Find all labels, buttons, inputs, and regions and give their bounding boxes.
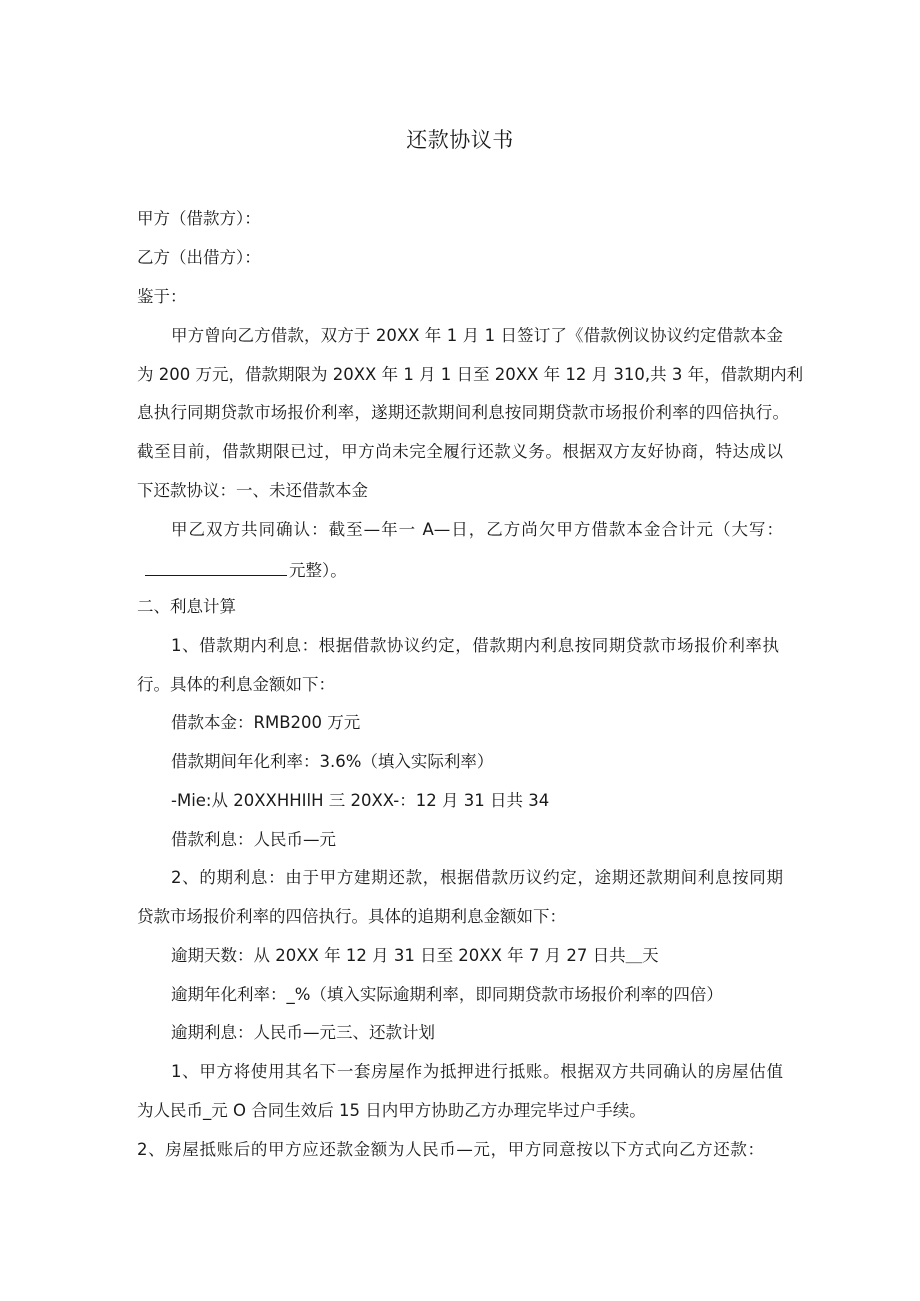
- paragraph-line: 截至目前，借款期限已过，甲方尚未完全履行还款义务。根据双方友好协商，特达成以: [137, 442, 783, 461]
- detail-line: 逾期利息：人民币—元三、还款计划: [171, 1023, 435, 1042]
- paragraph-line: 1、借款期内利息：根据借款协议约定，借款期内利息按同期贷款市场报价利率执: [171, 636, 779, 655]
- paragraph-line: 贷款市场报价利率的四倍执行。具体的追期利息金额如下：: [137, 907, 566, 926]
- paragraph-line: 1、甲方将使用其名下一套房屋作为抵押进行抵账。根据双方共同确认的房屋估值: [171, 1062, 783, 1081]
- paragraph-line: 甲方曾向乙方借款，双方于 20XX 年 1 月 1 日签订了《借款例议协议约定借款本金: [171, 326, 783, 345]
- document-title: 还款协议书: [406, 128, 514, 152]
- detail-line: 借款本金：RMB200 万元: [171, 713, 361, 732]
- party-b-line: 乙方（出借方）：: [137, 248, 261, 267]
- blank-fill-line: [145, 557, 287, 576]
- detail-line: 逾期年化利率：_%（填入实际逾期利率，即同期贷款市场报价利率的四倍）: [171, 985, 723, 1004]
- paragraph-line: 2、的期利息：由于甲方建期还款，根据借款历议约定，途期还款期间利息按同期: [171, 868, 783, 887]
- paragraph-line: 甲乙双方共同确认：截至—年一 A—日，乙方尚欠甲方借款本金合计元（大写：: [171, 520, 783, 539]
- paragraph-line: 行。具体的利息金额如下：: [137, 675, 335, 694]
- paragraph-line: 下还款协议：一、未还借款本金: [137, 481, 368, 500]
- detail-line: 借款利息：人民币—元: [171, 830, 336, 849]
- detail-line: -Mie:从 20XXHHIlH 三 20XX-：12 月 31 日共 34: [171, 791, 550, 810]
- party-a-line: 甲方（借款方）：: [137, 209, 261, 228]
- paragraph-line: 2、房屋抵账后的甲方应还款金额为人民币—元，甲方同意按以下方式向乙方还款：: [137, 1140, 764, 1159]
- amount-words-line: [145, 557, 347, 582]
- paragraph-line: 息执行同期贷款市场报价利率，遂期还款期间利息按同期贷款市场报价利率的四倍执行。: [137, 403, 789, 422]
- detail-line: 借款期间年化利率：3.6%（填入实际利率）: [171, 752, 494, 771]
- amount-words-text: 元整）。: [289, 561, 347, 580]
- section-heading: 二、利息计算: [137, 597, 236, 616]
- paragraph-line: 为人民币_元 O 合同生效后 15 日内甲方协助乙方办理完毕过户手续。: [137, 1101, 646, 1120]
- whereas-heading: 鉴于：: [137, 287, 187, 306]
- detail-line: 逾期天数：从 20XX 年 12 月 31 日至 20XX 年 7 月 27 日共＿天: [171, 946, 659, 965]
- paragraph-line: 为 200 万元，借款期限为 20XX 年 1 月 1 日至 20XX 年 12 月 310,共 3 年，借款期内利: [137, 365, 804, 384]
